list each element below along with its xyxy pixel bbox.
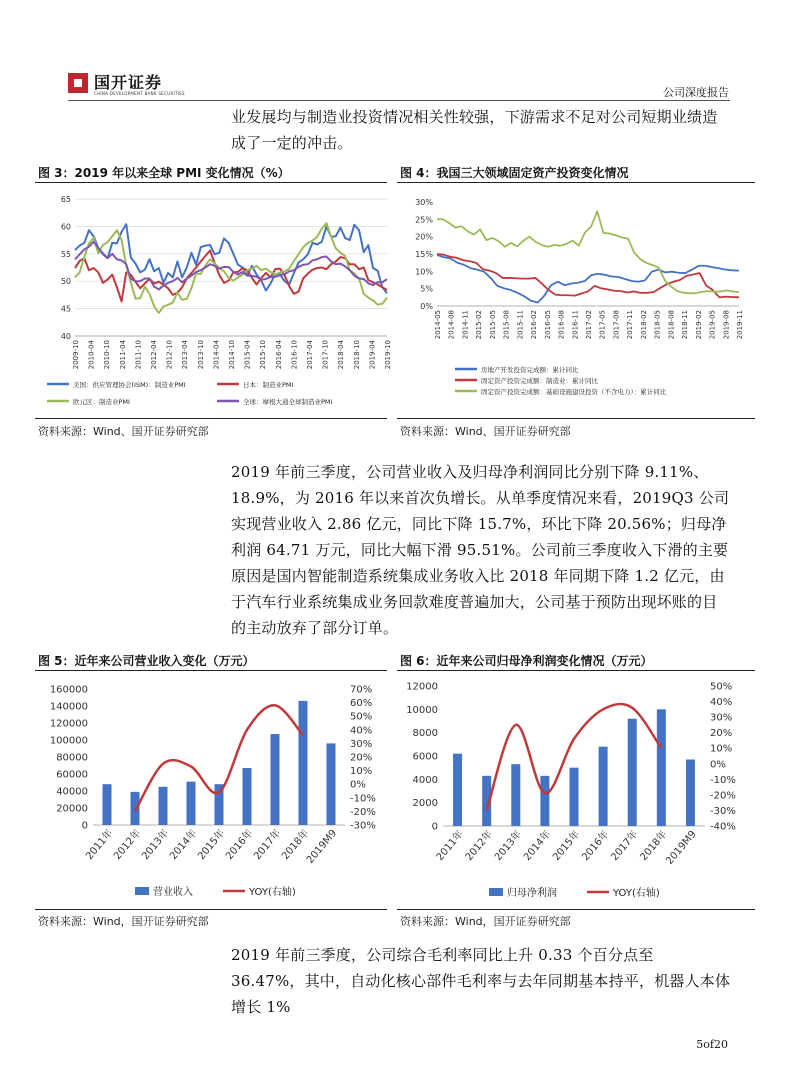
fig6-y2tick-label: 30% — [710, 712, 733, 724]
fig5-legend-bar-label: 营业收入 — [153, 887, 193, 898]
fig5-category-label: 2016年 — [224, 827, 256, 863]
brand-subtitle: CHINA DEVELOPMENT BANK SECURITIES — [94, 91, 185, 96]
fig3-ytick-label: 45 — [60, 304, 71, 314]
fig6-category-label: 2017年 — [609, 828, 641, 864]
fig4-xtick-label: 2016-05 — [543, 310, 552, 340]
fig3-ytick-label: 40 — [60, 332, 71, 341]
fig4-series-2-line — [437, 211, 739, 293]
fig6-bar — [686, 760, 695, 827]
fig3-bottom-rule — [35, 418, 387, 419]
fig5-legend-bar-swatch — [135, 887, 149, 895]
fig6-y2tick-label: -40% — [710, 821, 736, 833]
fig5-y2tick-label: -20% — [350, 806, 376, 818]
fig6-title-rule — [397, 670, 755, 671]
fig4-legend-label: 固定资产投资完成额：制造业：累计同比 — [481, 377, 598, 385]
fig4-xtick-label: 2015-08 — [502, 310, 511, 340]
fig3-xtick-label: 2012-04 — [150, 340, 158, 370]
fig6-y2tick-label: -30% — [710, 805, 736, 817]
fig3-chart — [35, 186, 390, 416]
fig5-bar — [243, 768, 252, 825]
fig4-xtick-label: 2014-05 — [434, 310, 442, 340]
fig6-ytick-label: 0 — [431, 821, 438, 833]
fig5-bar — [159, 787, 168, 825]
fig6-ytick-label: 12000 — [406, 681, 438, 693]
fig3-title: 图 3：2019 年以来全球 PMI 变化情况（%） — [38, 166, 290, 180]
fig6-category-label: 2011年 — [434, 828, 466, 864]
fig5-source: 资料来源：Wind，国开证券研究部 — [38, 915, 209, 928]
fig5-y2tick-label: 70% — [350, 684, 373, 696]
fig3-series-0-line — [75, 224, 387, 293]
fig5-y2tick-label: 40% — [350, 725, 373, 737]
fig5-bar — [327, 743, 336, 825]
fig3-xtick-label: 2011-04 — [118, 340, 127, 370]
fig4-xtick-label: 2015-11 — [516, 310, 525, 340]
fig4-ytick-label: 25% — [415, 215, 433, 225]
fig5-category-label: 2012年 — [112, 827, 144, 863]
fig4-xtick-label: 2016-08 — [557, 310, 566, 340]
fig6-y2tick-label: -10% — [710, 774, 736, 786]
fig6-y2tick-label: 10% — [710, 743, 733, 755]
fig5-bar — [131, 792, 140, 825]
fig5-title-rule — [35, 670, 387, 671]
fig5-ytick-label: 60000 — [56, 769, 88, 781]
fig3-xtick-label: 2011-10 — [134, 340, 143, 370]
brand-name: 国开证券 — [94, 73, 163, 92]
fig4-legend-label: 固定资产投资完成额：基础设施建设投资（不含电力）：累计同比 — [481, 388, 667, 396]
fig3-ytick-label: 60 — [60, 222, 71, 232]
fig3-ytick-label: 55 — [60, 249, 71, 259]
fig4-ytick-label: 30% — [415, 198, 433, 207]
report-type: 公司深度报告 — [663, 86, 729, 99]
fig6-bar — [599, 747, 608, 826]
fig4-xtick-label: 2018-11 — [681, 310, 690, 340]
fig4-ytick-label: 20% — [415, 232, 433, 242]
fig5-ytick-label: 80000 — [56, 752, 88, 764]
fig5-category-label: 2018年 — [280, 827, 312, 863]
fig4-xtick-label: 2018-08 — [667, 310, 676, 340]
fig3-xtick-label: 2009-10 — [72, 340, 80, 370]
fig3-xtick-label: 2013-10 — [196, 340, 205, 370]
fig4-ytick-label: 0% — [420, 302, 433, 311]
fig5-ytick-label: 20000 — [56, 803, 88, 815]
fig5-bar — [271, 734, 280, 825]
fig5-legend-line-label: YOY(右轴) — [249, 887, 296, 898]
fig6-category-label: 2015年 — [551, 828, 583, 864]
paragraph-1-text: 业发展均与制造业投资情况相关性较强，下游需求不足对公司短期业绩造成了一定的冲击。 — [231, 108, 718, 152]
fig6-category-label: 2018年 — [638, 828, 670, 864]
fig6-category-label: 2016年 — [580, 828, 612, 864]
fig5-bar — [299, 701, 308, 825]
fig3-legend-label: 欧元区：制造业PMI — [73, 398, 130, 406]
fig5-y2tick-label: 60% — [350, 698, 373, 710]
fig5-bar — [103, 784, 112, 825]
fig5-y2tick-label: 0% — [350, 779, 366, 791]
fig5-y2tick-label: 20% — [350, 752, 373, 764]
fig3-source: 资料来源：Wind、国开证券研究部 — [38, 425, 209, 438]
fig5-chart — [35, 674, 390, 906]
fig3-xtick-label: 2014-04 — [212, 340, 221, 370]
fig3-legend-label: 全球：摩根大通全球制造业PMI — [243, 398, 333, 406]
fig4-xtick-label: 2019-11 — [736, 310, 744, 340]
page-number: 5of20 — [696, 1038, 728, 1051]
fig4-xtick-label: 2015-02 — [475, 310, 484, 340]
fig4-xtick-label: 2019-02 — [694, 310, 703, 340]
fig6-bar — [628, 719, 637, 826]
fig4-xtick-label: 2014-08 — [447, 310, 456, 340]
fig3-title-rule — [35, 182, 387, 183]
fig5-ytick-label: 140000 — [49, 701, 88, 713]
fig4-ytick-label: 5% — [420, 284, 433, 294]
fig6-y2tick-label: 40% — [710, 697, 733, 709]
fig5-bottom-rule — [35, 909, 387, 910]
paragraph-3 — [231, 942, 731, 1020]
fig6-category-label: 2013年 — [492, 828, 525, 864]
paragraph-3-text: 2019 年前三季度，公司综合毛利率同比上升 0.33 个百分点至 36.47%，其中，自动化核心部件毛利率与去年同期基本持平，机器人本体增长 1% — [231, 946, 731, 1016]
fig3-xtick-label: 2013-04 — [181, 340, 190, 370]
fig3-ytick-label: 50 — [60, 277, 71, 287]
fig6-category-label: 2014年 — [521, 828, 554, 864]
fig5-bar — [187, 782, 196, 825]
fig5-category-label: 2015年 — [196, 827, 228, 863]
fig5-y2tick-label: 50% — [350, 711, 373, 723]
fig4-xtick-label: 2017-08 — [612, 310, 621, 340]
fig4-xtick-label: 2018-05 — [653, 310, 662, 340]
fig4-bottom-rule — [397, 418, 755, 419]
fig5-category-label: 2014年 — [168, 827, 200, 863]
fig6-bar — [540, 776, 549, 826]
fig4-xtick-label: 2018-02 — [639, 310, 648, 340]
fig5-y2tick-label: 30% — [350, 738, 373, 750]
fig5-ytick-label: 100000 — [49, 735, 88, 747]
fig3-xtick-label: 2019-10 — [384, 340, 392, 370]
paragraph-2 — [231, 459, 731, 641]
fig3-xtick-label: 2019-04 — [368, 340, 377, 370]
fig5-ytick-label: 120000 — [49, 718, 88, 730]
fig5-category-label: 2017年 — [252, 827, 284, 863]
fig3-xtick-label: 2018-10 — [352, 340, 361, 370]
header-divider — [68, 100, 730, 101]
fig4-chart — [397, 186, 757, 416]
fig6-legend-line-label: YOY(右轴) — [613, 888, 660, 899]
fig6-category-label: 2019M9 — [664, 828, 699, 867]
fig5-y2tick-label: 10% — [350, 766, 373, 778]
fig4-xtick-label: 2017-02 — [585, 310, 593, 340]
fig5-category-label: 2013年 — [140, 827, 172, 863]
fig5-ytick-label: 40000 — [56, 786, 88, 798]
fig4-title-rule — [397, 182, 755, 183]
fig3-xtick-label: 2017-10 — [321, 340, 330, 370]
fig5-ytick-label: 160000 — [49, 684, 88, 696]
fig4-source: 资料来源：Wind、国开证券研究部 — [400, 425, 571, 438]
fig3-series-1-line — [75, 251, 387, 302]
fig4-xtick-label: 2017-11 — [626, 310, 635, 340]
fig3-xtick-label: 2010-10 — [103, 340, 112, 370]
fig6-bar — [453, 754, 462, 826]
fig4-xtick-label: 2019-05 — [708, 310, 717, 340]
fig6-ytick-label: 2000 — [412, 798, 438, 810]
fig4-ytick-label: 10% — [415, 267, 433, 277]
fig3-xtick-label: 2016-04 — [274, 340, 283, 370]
brand-logo-icon — [68, 73, 88, 93]
fig6-bar — [570, 768, 579, 826]
fig4-series-1-line — [437, 254, 739, 297]
paragraph-2-text: 2019 年前三季度，公司营业收入及归母净利润同比分别下降 9.11%、18.9%，为 2016 年以来首次负增长。从单季度情况来看，2019Q3 公司实现营业收入 2.86 亿元，同比下降 15.7%，环比下降 20.56%；归母净利润 64.71 万元，同比大幅下滑 95.51%。公司前三季度收入下滑的主要原因是国内智能制造系统集成业务收入比 2018 年同期下降 1.2 亿元，由于汽车行业系统集成业务回款难度普遍加大，公司基于预防出现坏账的目的主动放弃了部分订单。 — [231, 463, 730, 637]
fig3-xtick-label: 2012-10 — [165, 340, 174, 370]
fig6-ytick-label: 10000 — [406, 704, 438, 716]
fig6-ytick-label: 4000 — [412, 774, 438, 786]
fig5-category-label: 2019M9 — [304, 827, 340, 866]
fig4-legend-label: 房地产开发投资完成额：累计同比 — [481, 366, 579, 374]
fig4-series-0-line — [437, 255, 739, 302]
fig3-xtick-label: 2018-04 — [337, 340, 346, 370]
fig5-ytick-label: 0 — [81, 820, 88, 832]
fig6-title: 图 6：近年来公司归母净利润变化情况（万元） — [400, 654, 653, 668]
fig6-y2tick-label: -20% — [710, 790, 736, 802]
fig6-ytick-label: 6000 — [412, 751, 438, 763]
fig4-xtick-label: 2017-05 — [598, 310, 607, 340]
fig6-y2tick-label: 0% — [710, 759, 726, 771]
fig6-chart — [397, 674, 757, 906]
fig4-ytick-label: 15% — [415, 250, 433, 259]
fig4-xtick-label: 2019-08 — [722, 310, 731, 340]
fig4-title: 图 4：我国三大领域固定资产投资变化情况 — [400, 166, 629, 180]
fig5-y2tick-label: -10% — [350, 793, 376, 805]
fig6-bottom-rule — [397, 909, 755, 910]
fig3-xtick-label: 2015-04 — [243, 340, 252, 370]
fig6-bar — [657, 709, 666, 826]
fig6-y2tick-label: 20% — [710, 728, 733, 740]
fig3-ytick-label: 65 — [60, 195, 71, 204]
fig3-xtick-label: 2010-04 — [87, 340, 96, 370]
fig4-xtick-label: 2016-02 — [530, 310, 539, 340]
fig3-legend-label: 日本：制造业PMI — [243, 381, 294, 389]
fig4-xtick-label: 2014-11 — [461, 310, 470, 340]
fig6-source: 资料来源：Wind，国开证券研究部 — [400, 915, 571, 928]
fig3-xtick-label: 2017-04 — [306, 340, 314, 370]
fig5-title: 图 5：近年来公司营业收入变化（万元） — [38, 654, 255, 668]
fig3-xtick-label: 2016-10 — [290, 340, 299, 370]
fig5-category-label: 2011年 — [84, 827, 116, 863]
fig5-y2tick-label: -30% — [350, 820, 376, 832]
fig3-xtick-label: 2014-10 — [228, 340, 236, 370]
fig4-xtick-label: 2016-11 — [571, 310, 580, 340]
fig4-xtick-label: 2015-05 — [488, 310, 497, 340]
fig6-y2tick-label: 50% — [710, 681, 733, 693]
fig6-ytick-label: 8000 — [412, 728, 438, 740]
fig6-bar — [511, 764, 520, 826]
fig6-category-label: 2012年 — [463, 828, 495, 864]
fig6-legend-bar-label: 归母净利润 — [507, 888, 557, 899]
fig6-legend-bar-swatch — [489, 888, 503, 896]
paragraph-1 — [231, 104, 731, 156]
fig3-legend-label: 美国：供应管理协会(ISM)：制造业PMI — [73, 381, 186, 389]
fig3-xtick-label: 2015-10 — [259, 340, 268, 370]
